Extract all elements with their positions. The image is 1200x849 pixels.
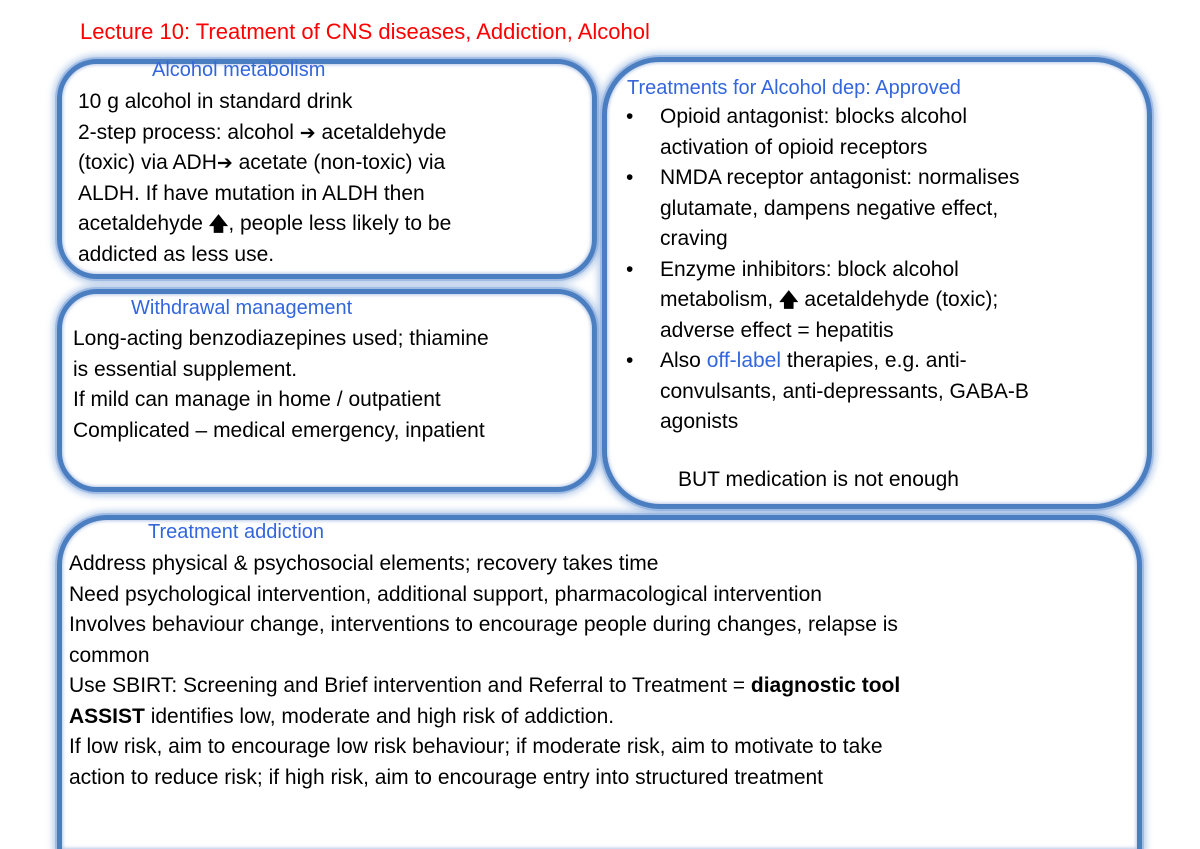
alcohol-metabolism-heading: Alcohol metabolism bbox=[152, 59, 326, 81]
list-item bbox=[620, 346, 1150, 438]
treatments-footer: BUT medication is not enough bbox=[678, 468, 959, 491]
withdrawal-heading: Withdrawal management bbox=[131, 297, 353, 319]
text-line: Complicated – medical emergency, inpatient bbox=[73, 418, 485, 442]
text-line: addicted as less use. bbox=[78, 242, 275, 266]
text-line: agonists bbox=[660, 410, 739, 433]
bold-term: diagnostic tool bbox=[750, 674, 901, 697]
text-line: NMDA receptor antagonist: normalises bbox=[660, 166, 1020, 189]
text-fragment: acetaldehyde (toxic); bbox=[798, 288, 999, 311]
list-item bbox=[620, 102, 1150, 163]
text-fragment: acetaldehyde bbox=[78, 212, 209, 235]
text-line: ALDH. If have mutation in ALDH then bbox=[78, 181, 425, 205]
text-line: 10 g alcohol in standard drink bbox=[78, 90, 353, 113]
text-fragment: 2-step process: alcohol bbox=[78, 120, 300, 144]
text-fragment: acetaldehyde bbox=[315, 120, 447, 144]
text-line bbox=[78, 118, 451, 149]
treatment-addiction-text bbox=[69, 549, 900, 793]
bold-term: ASSIST bbox=[69, 704, 145, 728]
text-fragment: Also bbox=[660, 349, 707, 372]
bullet-icon: • bbox=[626, 349, 634, 372]
withdrawal-text bbox=[73, 324, 489, 446]
text-line: common bbox=[69, 643, 150, 667]
bullet-icon: • bbox=[626, 105, 634, 128]
text-line bbox=[69, 671, 900, 702]
text-fragment: identifies low, moderate and high risk of addiction. bbox=[144, 704, 615, 728]
arrow-up-icon: 🡅 bbox=[779, 289, 799, 311]
text-line: action to reduce risk; if high risk, aim to encourage entry into structured treatment bbox=[69, 765, 824, 789]
text-fragment: acetate (non-toxic) via bbox=[232, 151, 446, 174]
text-line bbox=[78, 148, 451, 179]
text-line: is essential supplement. bbox=[73, 357, 298, 381]
list-item bbox=[620, 163, 1150, 255]
text-line: If mild can manage in home / outpatient bbox=[73, 388, 441, 411]
text-line: craving bbox=[660, 227, 728, 250]
text-line: convulsants, anti-depressants, GABA-B bbox=[660, 379, 1029, 403]
treatments-heading: Treatments for Alcohol dep: Approved bbox=[627, 77, 961, 99]
text-line: Involves behaviour change, interventions to encourage people during changes, relapse is bbox=[69, 613, 898, 636]
text-line: Long-acting benzodiazepines used; thiamine bbox=[73, 327, 489, 350]
text-fragment: (toxic) via ADH bbox=[78, 151, 217, 174]
text-line bbox=[660, 346, 1150, 377]
slide-title: Lecture 10: Treatment of CNS diseases, Addiction, Alcohol bbox=[80, 19, 650, 44]
text-line: activation of opioid receptors bbox=[660, 135, 928, 159]
text-fragment: , people less likely to be bbox=[228, 212, 452, 235]
arrow-up-icon: 🡅 bbox=[208, 213, 229, 235]
text-line bbox=[69, 702, 900, 733]
arrow-right-icon: ➔ bbox=[216, 152, 233, 174]
text-fragment: metabolism, bbox=[660, 288, 780, 311]
text-line: If low risk, aim to encourage low risk behaviour; if moderate risk, aim to motivate to take bbox=[69, 735, 883, 758]
off-label-term: off-label bbox=[706, 349, 782, 372]
text-fragment: therapies, e.g. anti- bbox=[781, 349, 967, 372]
arrow-right-icon: ➔ bbox=[299, 121, 316, 144]
bullet-icon: • bbox=[626, 166, 634, 189]
text-line: Need psychological intervention, additional support, pharmacological intervention bbox=[69, 582, 822, 606]
text-line: Opioid antagonist: blocks alcohol bbox=[660, 105, 968, 128]
treatments-list bbox=[620, 102, 1150, 438]
text-fragment: Use SBIRT: Screening and Brief intervention and Referral to Treatment = bbox=[69, 674, 751, 697]
bullet-icon: • bbox=[626, 257, 634, 281]
text-line: adverse effect = hepatitis bbox=[660, 318, 894, 342]
alcohol-metabolism-text bbox=[78, 87, 451, 270]
treatment-addiction-heading: Treatment addiction bbox=[148, 521, 325, 543]
text-line: glutamate, dampens negative effect, bbox=[660, 196, 999, 220]
text-line bbox=[660, 285, 1150, 316]
text-line: Enzyme inhibitors: block alcohol bbox=[660, 257, 959, 281]
text-line bbox=[78, 209, 451, 240]
text-line: Address physical & psychosocial elements; recovery takes time bbox=[69, 552, 659, 575]
list-item bbox=[620, 255, 1150, 347]
